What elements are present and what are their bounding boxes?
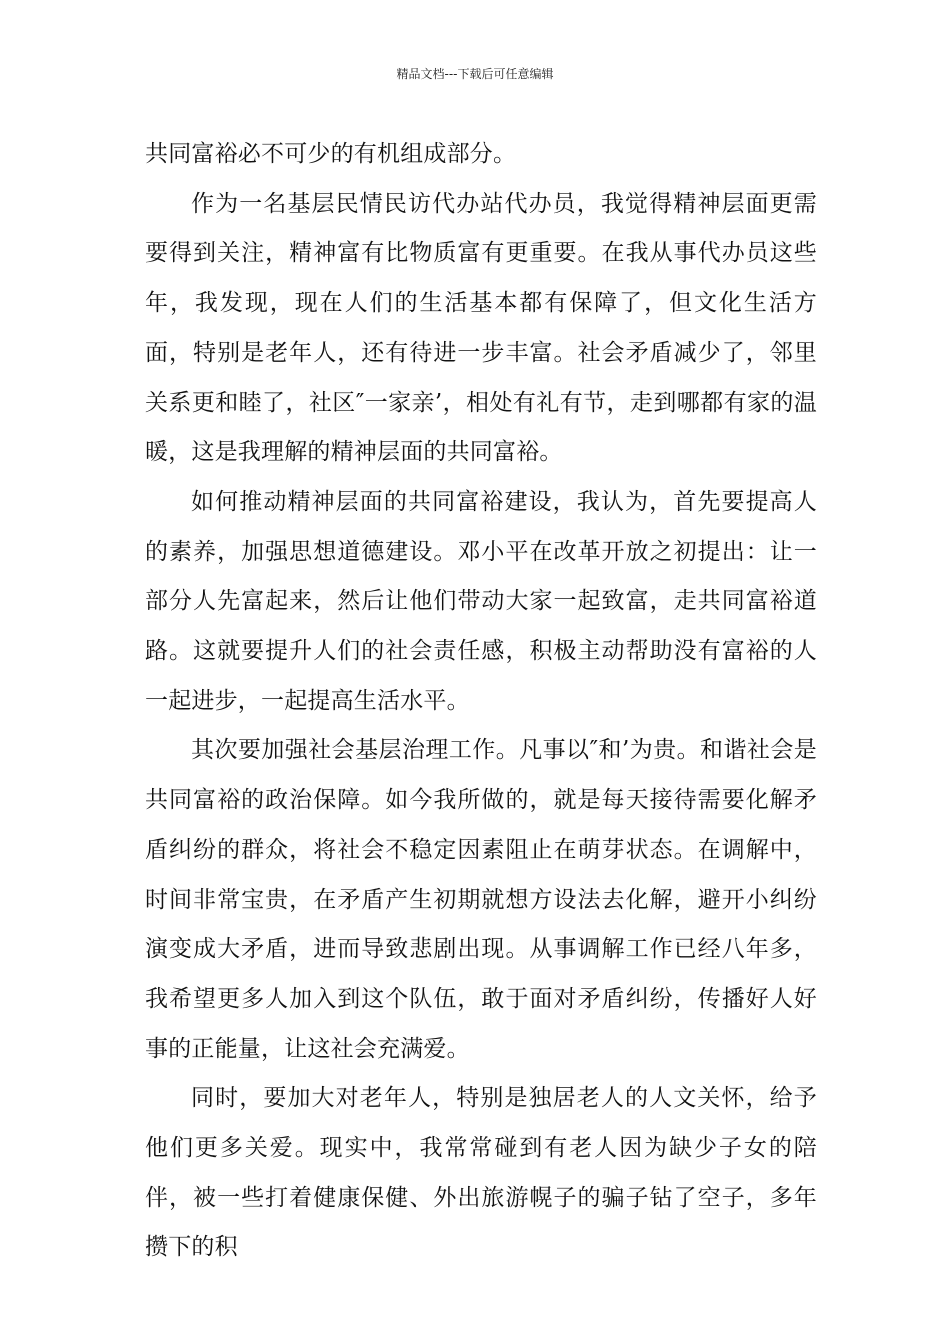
page-header: 精品文档---下载后可任意编辑 [396,67,554,81]
paragraph-2: 如何推动精神层面的共同富裕建设，我认为，首先要提高人的素养，加强思想道德建设。邓小平在改革开放之初提出：让一部分人先富起来，然后让他们带动大家一起致富，走共同富裕道路。这就要提升人们的社会责任感，积极主动帮助没有富裕的人一起进步，一起提高生活水平。 [145,488,817,714]
paragraph-continuation: 共同富裕必不可少的有机组成部分。 [145,141,517,167]
document-body [145,130,817,1273]
paragraph-4: 同时，要加大对老年人，特别是独居老人的人文关怀，给予他们更多关爱。现实中，我常常碰到有老人因为缺少子女的陪伴，被一些打着健康保健、外出旅游幌子的骗子钻了空子，多年攒下的积 [145,1085,817,1261]
paragraph-1: 作为一名基层民情民访代办站代办员，我觉得精神层面更需要得到关注，精神富有比物质富有更重要。在我从事代办员这些年，我发现，现在人们的生活基本都有保障了，但文化生活方面，特别是老年人，还有待进一步丰富。社会矛盾减少了，邻里关系更和睦了，社区″一家亲’，相处有礼有节，走到哪都有家的温暖，这是我理解的精神层面的共同富裕。 [145,190,817,466]
paragraph-3: 其次要加强社会基层治理工作。凡事以″和’为贵。和谐社会是共同富裕的政治保障。如今我所做的，就是每天接待需要化解矛盾纠纷的群众，将社会不稳定因素阻止在萌芽状态。在调解中，时间非常宝贵，在矛盾产生初期就想方设法去化解，避开小纠纷演变成大矛盾，进而导致悲剧出现。从事调解工作已经八年多，我希望更多人加入到这个队伍，敢于面对矛盾纠纷，传播好人好事的正能量，让这社会充满爱。 [145,737,817,1062]
